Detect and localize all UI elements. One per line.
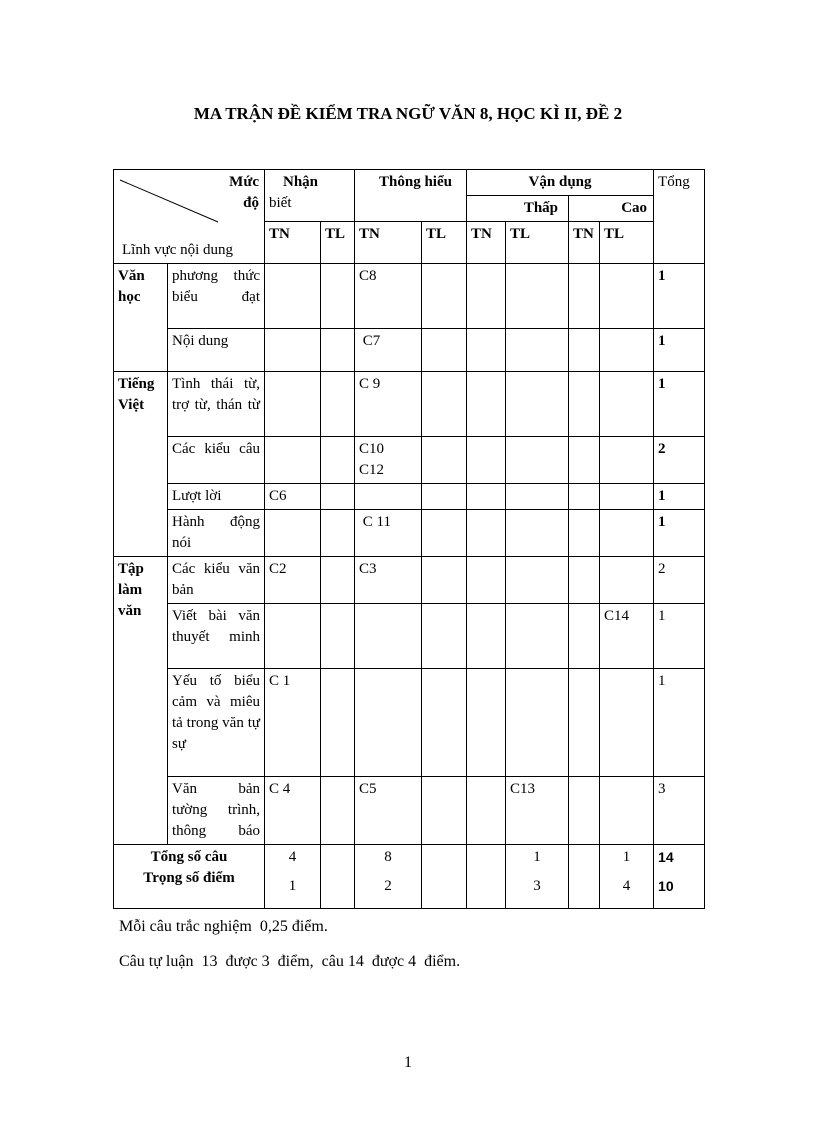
topic-cell: Tình thái từ, trợ từ, thán từ (168, 372, 265, 437)
topic-cell: Các kiểu câu (168, 437, 265, 484)
cell-nb-tn: C6 (265, 484, 321, 510)
cell-th-tn (355, 484, 422, 510)
table-row (114, 264, 705, 329)
topic-cell: Nội dung (168, 329, 265, 372)
topic-cell: Văn bản tường trình, thông báo (168, 777, 265, 845)
cell-vdc-tl (600, 372, 654, 437)
cell-tong: 1 (654, 484, 705, 510)
cell-th-tn: C8 (355, 264, 422, 329)
cell-nb-tn: C2 (265, 557, 321, 604)
group-van-hoc: Văn học (114, 264, 168, 372)
cell-nb-tn (265, 329, 321, 372)
table-row (114, 557, 705, 604)
header-vdt-tn: TN (467, 222, 506, 264)
note-trac-nghiem: Mỗi câu trắc nghiệm 0,25 điểm. (119, 918, 328, 935)
cell-tong: 1 (654, 372, 705, 437)
cell-vdc-tl (600, 329, 654, 372)
group-tap-lam-van: Tập làm văn (114, 557, 168, 845)
topic-cell: Viết bài văn thuyết minh (168, 604, 265, 669)
cell-nb-tn (265, 604, 321, 669)
cell-vdt-tl (506, 484, 569, 510)
cell-vdc-tl (600, 510, 654, 557)
cell-th-tn: C10 C12 (355, 437, 422, 484)
table-row (114, 669, 705, 777)
cell-vdt-tl (506, 329, 569, 372)
cell-vdt-tl (506, 669, 569, 777)
cell-tong: 3 (654, 777, 705, 845)
header-vdt-tl: TL (506, 222, 569, 264)
cell-nb-tn (265, 372, 321, 437)
total-tong: 14 10 (654, 845, 705, 909)
page-title: MA TRẬN ĐỀ KIỂM TRA NGỮ VĂN 8, HỌC KÌ II, ĐỀ 2 (193, 104, 623, 123)
total-nb: 4 1 (265, 845, 321, 909)
table-row (114, 604, 705, 669)
total-th: 8 2 (355, 845, 422, 909)
cell-vdc-tl (600, 669, 654, 777)
cell-th-tn (355, 669, 422, 777)
topic-cell: Hành động nói (168, 510, 265, 557)
cell-vdt-tl (506, 437, 569, 484)
cell-nb-tn: C 4 (265, 777, 321, 845)
table-row (114, 437, 705, 484)
cell-nb-tn: C 1 (265, 669, 321, 777)
cell-vdt-tl: C13 (506, 777, 569, 845)
cell-vdc-tl (600, 557, 654, 604)
topic-cell: phương thức biểu đạt (168, 264, 265, 329)
cell-vdt-tl (506, 264, 569, 329)
topic-cell: Lượt lời (168, 484, 265, 510)
cell-vdt-tl (506, 510, 569, 557)
cell-th-tn: C3 (355, 557, 422, 604)
header-muc-do: Mức độ (229, 174, 259, 211)
cell-tong: 1 (654, 329, 705, 372)
total-vdt: 1 3 (506, 845, 569, 909)
cell-tong: 1 (654, 264, 705, 329)
header-nb-tl: TL (321, 222, 355, 264)
exam-matrix-table (113, 169, 705, 909)
totals-label: Tổng số câu Trọng số điểm (114, 845, 265, 909)
header-vdc-tn: TN (569, 222, 600, 264)
cell-th-tn: C5 (355, 777, 422, 845)
page-number: 1 (404, 1054, 412, 1071)
table-row (114, 329, 705, 372)
totals-row (114, 845, 705, 909)
cell-th-tn (355, 604, 422, 669)
cell-th-tn: C 11 (355, 510, 422, 557)
table-row (114, 777, 705, 845)
header-nb-tn: TN (265, 222, 321, 264)
cell-vdc-tl (600, 264, 654, 329)
header-th-tn: TN (355, 222, 422, 264)
cell-th-tn: C 9 (355, 372, 422, 437)
cell-tong: 1 (654, 669, 705, 777)
header-linh-vuc: Lĩnh vực nội dung (122, 242, 234, 258)
topic-cell: Yếu tố biểu cảm và miêu tả trong văn tự sự (168, 669, 265, 777)
cell-tong: 2 (654, 437, 705, 484)
header-van-dung: Vận dụng (467, 170, 654, 196)
header-diagonal-cell (114, 170, 265, 264)
cell-vdt-tl (506, 604, 569, 669)
header-vdc-tl: TL (600, 222, 654, 264)
cell-vdt-tl (506, 372, 569, 437)
note-tu-luan: Câu tự luận 13 được 3 điểm, câu 14 được 4 điểm. (119, 953, 461, 970)
header-nhan-biet: Nhận biết (265, 170, 355, 222)
cell-tong: 1 (654, 604, 705, 669)
table-row (114, 484, 705, 510)
cell-vdc-tl (600, 437, 654, 484)
cell-vdc-tl (600, 484, 654, 510)
cell-vdc-tl (600, 777, 654, 845)
total-vdc: 1 4 (600, 845, 654, 909)
cell-tong: 1 (654, 510, 705, 557)
header-thap: Thấp (467, 196, 569, 222)
table-row (114, 510, 705, 557)
topic-cell: Các kiểu văn bản (168, 557, 265, 604)
cell-th-tn: C7 (355, 329, 422, 372)
cell-tong: 2 (654, 557, 705, 604)
cell-nb-tn (265, 437, 321, 484)
header-cao: Cao (569, 196, 654, 222)
header-tong: Tổng (654, 170, 705, 264)
table-row (114, 372, 705, 437)
cell-nb-tn (265, 510, 321, 557)
cell-vdt-tl (506, 557, 569, 604)
header-th-tl: TL (422, 222, 467, 264)
header-thong-hieu: Thông hiểu (355, 170, 467, 222)
cell-vdc-tl: C14 (600, 604, 654, 669)
cell-nb-tn (265, 264, 321, 329)
group-tieng-viet: Tiếng Việt (114, 372, 168, 557)
